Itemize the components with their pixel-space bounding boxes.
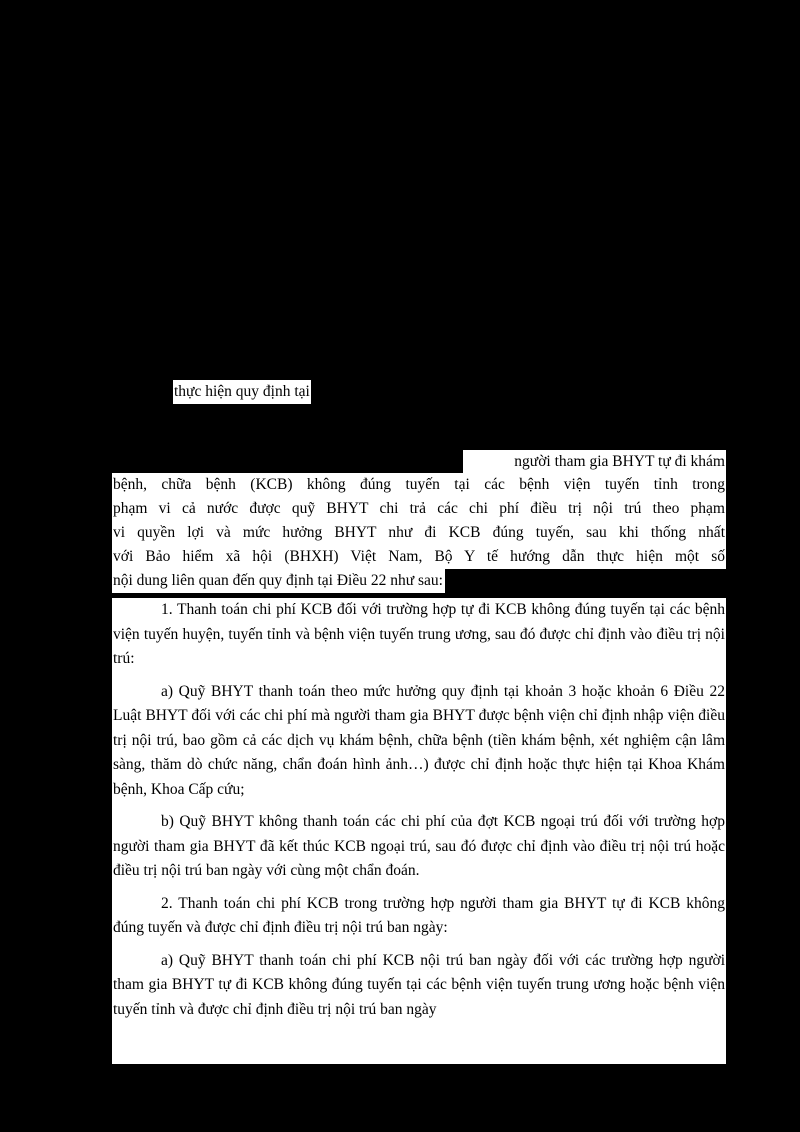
document-body [112, 598, 726, 1064]
text-line: bệnh, chữa bệnh (KCB) không đúng tuyến tại các bệnh viện tuyến tỉnh trong [112, 473, 726, 497]
section-2a-paragraph: a) Quỹ BHYT thanh toán chi phí KCB nội trú ban ngày đối với các trường hợp người tham gia BHYT tự đi KCB không đúng tuyến tại các bệnh viện tuyến trung ương hoặc bệnh viện tuyến tỉnh và được chỉ định điều trị nội trú ban ngày [113, 951, 725, 1018]
intro-paragraph [112, 473, 726, 593]
text-line: phạm vi cả nước được quỹ BHYT chi trả các chi phí điều trị nội trú theo phạm [112, 497, 726, 521]
partial-text-fragment: thực hiện quy định tại [173, 380, 311, 404]
section-1-heading: 1. Thanh toán chi phí KCB đối với trường hợp tự đi KCB không đúng tuyến tại các bệnh viện tuyến huyện, tuyến tỉnh và bệnh viện tuyến trung ương, sau đó được chỉ định vào điều trị nội trú: [113, 601, 725, 667]
section-2-heading: 2. Thanh toán chi phí KCB trong trường hợp người tham gia BHYT tự đi KCB không đúng tuyến và được chỉ định điều trị nội trú ban ngày: [113, 894, 725, 936]
text-line: vi quyền lợi và mức hưởng BHYT như đi KCB đúng tuyến, sau khi thống nhất [112, 521, 726, 545]
section-1a-paragraph: a) Quỹ BHYT thanh toán theo mức hưởng quy định tại khoản 3 hoặc khoản 6 Điều 22 Luật BHYT đối với các chi phí mà người tham gia BHYT được bệnh viện chỉ định nhập viện điều trị nội trú, bao gồm cả các dịch vụ khám bệnh, chữa bệnh (tiền khám bệnh, xét nghiệm cận lâm sàng, thăm dò chức năng, chẩn đoán hình ảnh…) được chỉ định hoặc thực hiện tại Khoa Khám bệnh, Khoa Cấp cứu; [113, 682, 725, 798]
text-line: nội dung liên quan đến quy định tại Điều 22 như sau: [112, 569, 445, 593]
text-line: với Bảo hiểm xã hội (BHXH) Việt Nam, Bộ Y tế hướng dẫn thực hiện một số [112, 545, 726, 569]
section-1b-paragraph: b) Quỹ BHYT không thanh toán các chi phí của đợt KCB ngoại trú đối với trường hợp người tham gia BHYT đã kết thúc KCB ngoại trú, sau đó được chỉ định vào điều trị nội trú hoặc điều trị nội trú ban ngày với cùng một chẩn đoán. [113, 813, 725, 879]
partial-text-fragment-right: người tham gia BHYT tự đi khám [463, 450, 726, 473]
